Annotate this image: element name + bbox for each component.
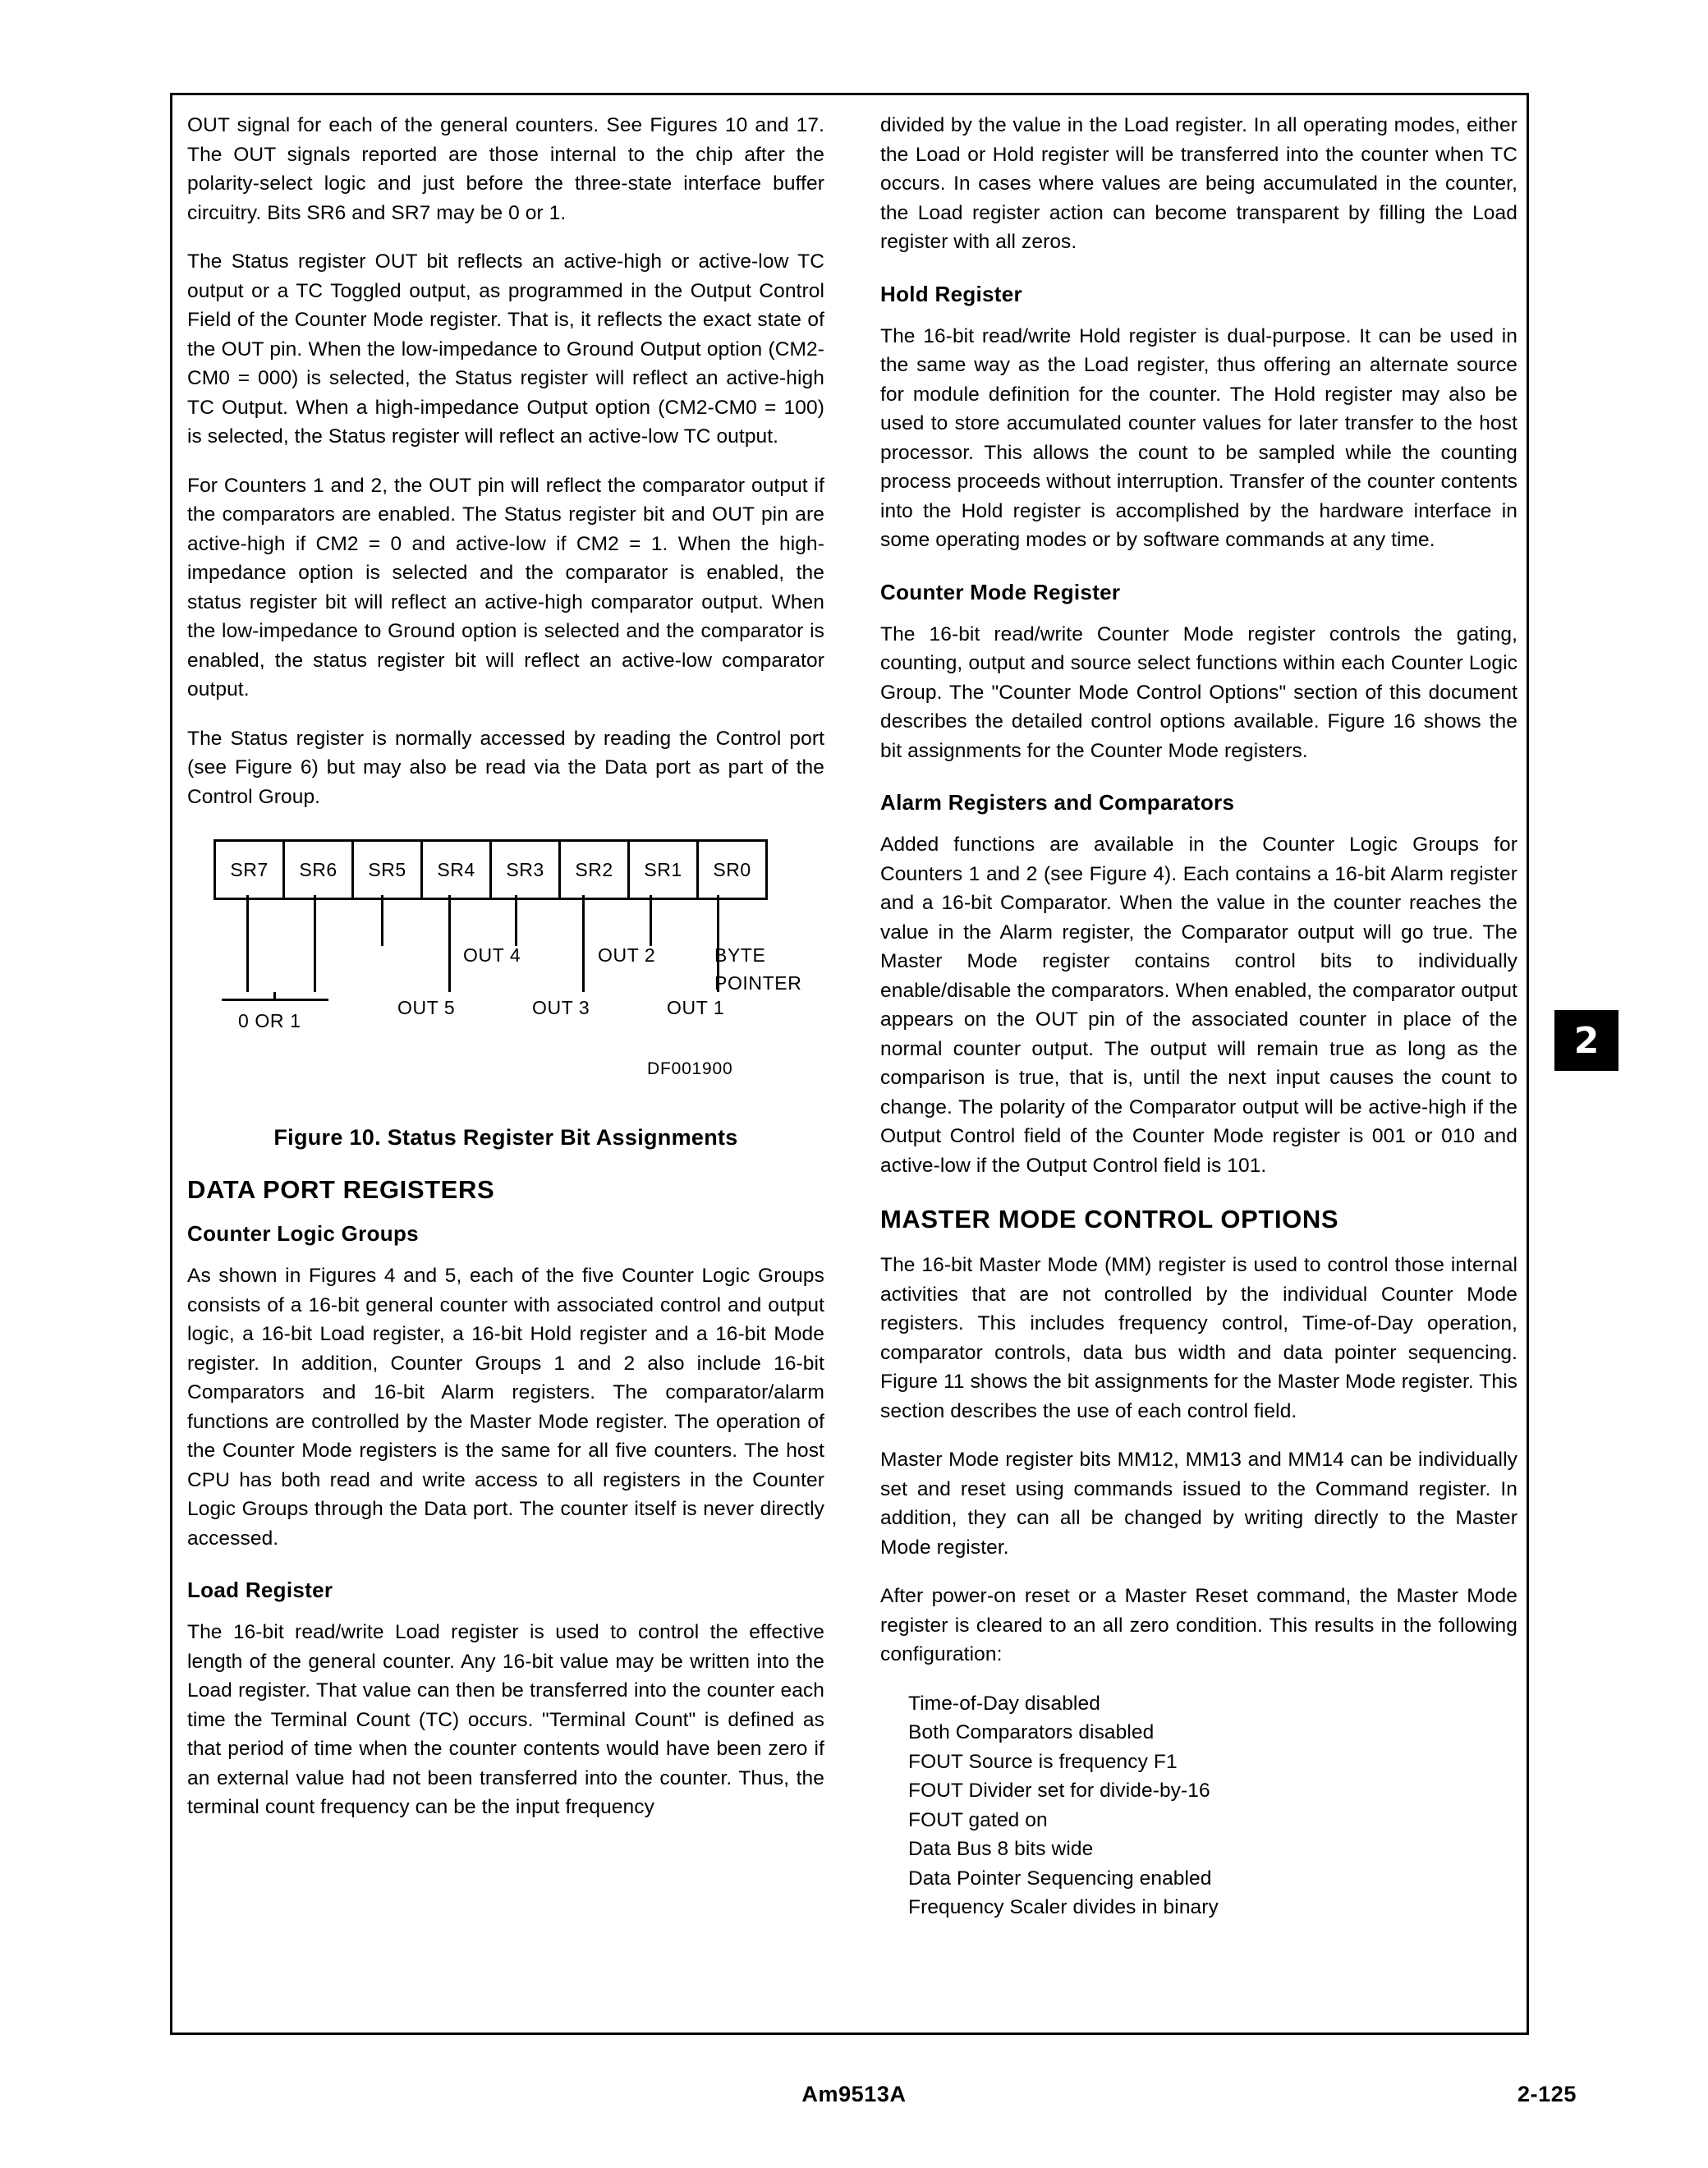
bit-cell: SR3: [492, 842, 561, 898]
paragraph: The 16-bit Master Mode (MM) register is used to control those internal activities that are not controlled by the individual Counter Mode registers. This includes frequency control, Time-of-Day operation, comparator controls, data bus width and data pointer sequencing. Figure 11 shows the bit assignments for the Master Mode register. This section describes the use of each control field.: [880, 1254, 1517, 1422]
figure-10-caption: Figure 10. Status Register Bit Assignments: [273, 1125, 738, 1150]
list-item: FOUT Source is frequency F1: [908, 1750, 1178, 1773]
status-register-bit-box: [214, 839, 768, 900]
bit-cell: SR5: [354, 842, 423, 898]
bit-cell: SR6: [285, 842, 354, 898]
paragraph: The Status register OUT bit reflects an active-high or active-low TC output or a TC Toggled output, as programmed in the Output Control Field of the Counter Mode register. That is, it reflects the exact state of the OUT pin. When the low-impedance to Ground Output option (CM2-CM0 = 000) is selected, the Status register will reflect an active-high TC Output. When a high-impedance Output option (CM2-CM0 = 100) is selected, the Status register will reflect an active-low TC output.: [187, 250, 824, 448]
label-byte-pointer-line2: POINTER: [714, 972, 802, 994]
list-item: Data Bus 8 bits wide: [908, 1838, 1094, 1860]
paragraph: Master Mode register bits MM12, MM13 and MM14 can be individually set and reset using commands issued to the Command register. In addition, they can all be changed by writing directly to the Master Mode register.: [880, 1449, 1517, 1559]
paragraph: divided by the value in the Load register. In all operating modes, either the Load or Hold register will be transferred into the counter when TC occurs. In cases where values are being accumulated in the counter, the Load register action can become transparent by filling the Load register with all zeros.: [880, 114, 1517, 253]
zero-or-one-brace: [222, 992, 328, 1005]
heading-alarm-registers-and-comparators: Alarm Registers and Comparators: [880, 790, 1235, 815]
footer-page-number: 2-125: [1517, 2082, 1577, 2106]
paragraph: The 16-bit read/write Counter Mode register controls the gating, counting, output and source select functions within each Counter Logic Group. The "Counter Mode Control Options" section of this document describes the detailed control options available. Figure 16 shows the bit assignments for the Counter Mode registers.: [880, 622, 1517, 762]
reset-configuration-list: [908, 1689, 1517, 1922]
list-item: FOUT gated on: [908, 1808, 1048, 1831]
heading-data-port-registers: DATA PORT REGISTERS: [187, 1175, 495, 1204]
label-out-3: OUT 3: [532, 997, 590, 1018]
paragraph: For Counters 1 and 2, the OUT pin will reflect the comparator output if the comparators are enabled. The Status register bit and OUT pin are active-high if CM2 = 0 and active-low if CM2 = 1. When the high-impedance option is selected and the comparator is enabled, the status register bit will reflect an active-high comparator output. When the low-impedance to Ground option is selected and the comparator is enabled, the status register bit will reflect an active-low comparator output.: [187, 474, 824, 700]
chapter-tab-marker: 2: [1554, 1010, 1618, 1071]
figure-drawing-number: DF001900: [647, 1059, 733, 1078]
label-out-1: OUT 1: [667, 997, 725, 1018]
two-column-body: [187, 111, 1517, 1922]
bit-cell: SR4: [423, 842, 492, 898]
heading-hold-register: Hold Register: [880, 281, 1022, 306]
label-out-2: OUT 2: [598, 944, 656, 966]
list-item: Frequency Scaler divides in binary: [908, 1896, 1219, 1918]
bit-cell: SR7: [216, 842, 285, 898]
left-column: [187, 111, 824, 1922]
label-out-5: OUT 5: [397, 997, 456, 1018]
bit-cell: SR0: [713, 858, 751, 880]
bit-cell: SR2: [561, 842, 630, 898]
list-item: Data Pointer Sequencing enabled: [908, 1867, 1212, 1890]
paragraph: OUT signal for each of the general counters. See Figures 10 and 17. The OUT signals reported are those internal to the chip after the polarity-select logic and just before the three-state interface buffer circuitry. Bits SR6 and SR7 may be 0 or 1.: [187, 114, 824, 224]
label-out-4: OUT 4: [463, 944, 521, 966]
bit-cell: SR1: [630, 842, 699, 898]
footer-part-number: Am9513A: [801, 2082, 907, 2106]
paragraph: The 16-bit read/write Hold register is dual-purpose. It can be used in the same way as the Load register, thus offering an alternate source for module definition for the counter. The Hold register may also be used to store accumulated counter values for later transfer to the host processor. This allows the count to be sampled while the counting process proceeds without interruption. Transfer of the counter contents into the Hold register is accomplished by the hardware interface in some operating modes or by software commands at any time.: [880, 324, 1517, 551]
heading-counter-mode-register: Counter Mode Register: [880, 579, 1121, 604]
paragraph: After power-on reset or a Master Reset command, the Master Mode register is cleared to an all zero condition. This results in the following configuration:: [880, 1585, 1517, 1665]
label-0-or-1: 0 OR 1: [238, 1010, 301, 1031]
right-column: [880, 111, 1517, 1922]
paragraph: The 16-bit read/write Load register is used to control the effective length of the general counter. Any 16-bit value may be written into the Load register. That value can then be transferred into the counter each time the Terminal Count (TC) occurs. "Terminal Count" is defined as that period of time when the counter contents would have been zero if an external value had not been transferred into the counter. Thus, the terminal count frequency can be the input frequency: [187, 1621, 824, 1818]
paragraph: The Status register is normally accessed by reading the Control port (see Figure 6) but may also be read via the Data port as part of the Control Group.: [187, 727, 824, 808]
paragraph: As shown in Figures 4 and 5, each of the five Counter Logic Groups consists of a 16-bit general counter with associated control and output logic, a 16-bit Load register, a 16-bit Hold register and a 16-bit Mode register. In addition, Counter Groups 1 and 2 also include 16-bit Comparators and 16-bit Alarm registers. The comparator/alarm functions are controlled by the Master Mode register. The operation of the Counter Mode registers is the same for all five counters. The host CPU has both read and write access to all registers in the Counter Logic Groups through the Data port. The counter itself is never directly accessed.: [187, 1265, 824, 1550]
list-item: Time-of-Day disabled: [908, 1692, 1100, 1715]
heading-master-mode-control-options: MASTER MODE CONTROL OPTIONS: [880, 1205, 1339, 1233]
heading-counter-logic-groups: Counter Logic Groups: [187, 1221, 419, 1246]
heading-load-register: Load Register: [187, 1578, 333, 1602]
figure-10-diagram: [187, 839, 824, 1110]
list-item: Both Comparators disabled: [908, 1721, 1155, 1743]
list-item: FOUT Divider set for divide-by-16: [908, 1780, 1210, 1802]
paragraph: Added functions are available in the Counter Logic Groups for Counters 1 and 2 (see Figure 4). Each contains a 16-bit Alarm register and a 16-bit Comparator. When the value in the counter reaches the value in the Alarm register, the Comparator output will go true. The Master Mode register contains control bits to individually enable/disable the comparators. When enabled, the comparator output appears on the OUT pin of the associated counter in place of the normal counter output. The output will remain true as long as the comparison is true, that is, until the next input causes the count to change. The polarity of the Comparator output will be active-high if the Output Control field of the Counter Mode register is 001 or 010 and active-low if the Output Control field is 101.: [880, 834, 1517, 1177]
label-byte-pointer-line1: BYTE: [714, 944, 766, 966]
